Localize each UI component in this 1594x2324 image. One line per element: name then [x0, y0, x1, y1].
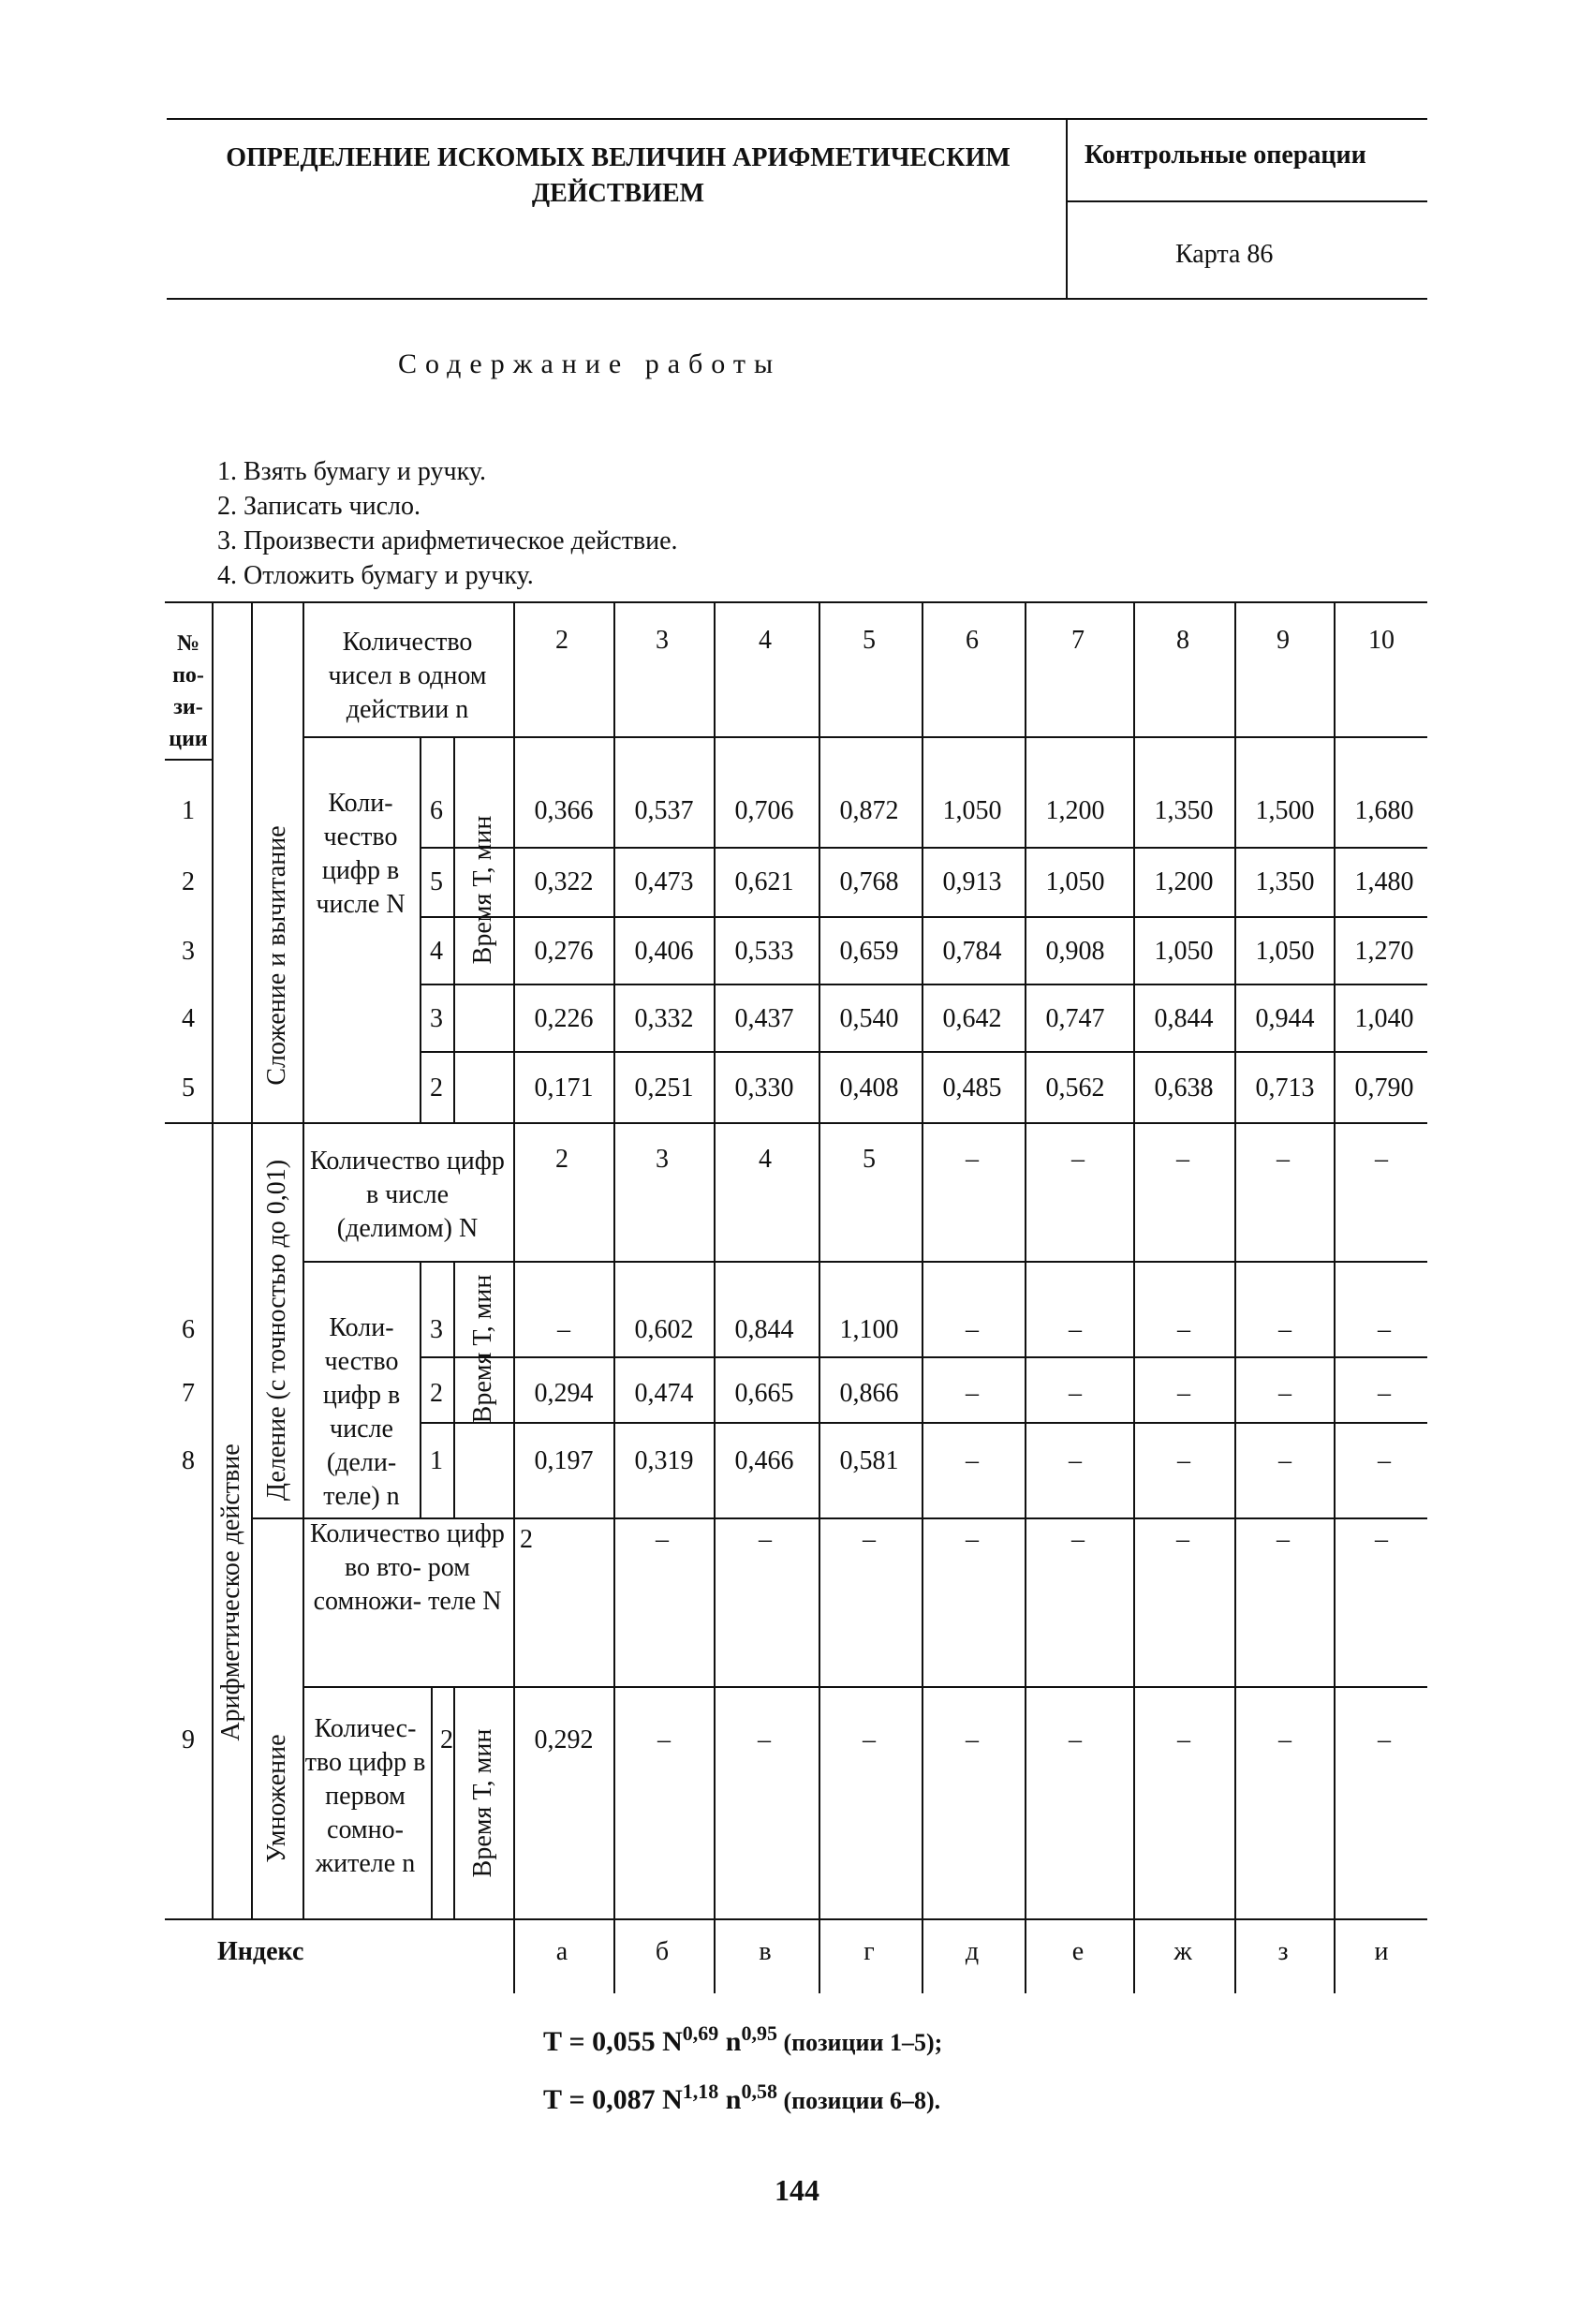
- position-number: 2: [182, 867, 195, 896]
- digit-count: 3: [430, 1315, 443, 1344]
- table-cell: –: [1176, 1525, 1189, 1554]
- category-label: Контрольные операции: [1085, 141, 1366, 170]
- table-cell: г: [863, 1937, 875, 1966]
- table-cell: –: [656, 1525, 669, 1554]
- table-cell: –: [966, 1315, 979, 1344]
- header-top-rule: [167, 118, 1427, 120]
- table-cell: 0,474: [634, 1379, 694, 1408]
- formula-mid: n: [718, 2026, 742, 2057]
- table-cell: 0,908: [1045, 937, 1105, 966]
- table-cell: 0,276: [534, 937, 594, 966]
- table-cell: –: [1278, 1446, 1291, 1475]
- add-param-label: Количество чисел в одном действии n: [328, 628, 487, 724]
- table-cell: 8: [1176, 626, 1189, 655]
- digit-count: 1: [430, 1446, 443, 1475]
- digit-count: 2: [430, 1379, 443, 1408]
- table-cell: 0,292: [534, 1725, 594, 1754]
- table-cell: 0,659: [839, 937, 899, 966]
- formula-lead: Т = 0,087 N: [543, 2084, 683, 2115]
- table-cell: –: [1069, 1315, 1082, 1344]
- list-item: 3. Произвести арифметическое действие.: [217, 526, 678, 555]
- table-cell: 2: [555, 626, 568, 655]
- digit-count: 5: [430, 867, 443, 896]
- table-cell: –: [966, 1725, 979, 1754]
- table-cell: 1,050: [942, 796, 1002, 825]
- header-bottom-rule: [167, 298, 1427, 300]
- table-cell: 0,621: [734, 867, 794, 896]
- table-cell: 3: [656, 626, 669, 655]
- table-cell: 0,665: [734, 1379, 794, 1408]
- table-cell: 0,790: [1354, 1073, 1414, 1103]
- digit-count: 6: [430, 796, 443, 825]
- div-param-label: Количество цифр в числе (делимом) N: [310, 1147, 505, 1243]
- table-cell: 0,485: [942, 1073, 1002, 1103]
- formula-mid: n: [718, 2084, 742, 2115]
- position-number: 4: [182, 1004, 195, 1033]
- table-cell: 0,602: [634, 1315, 694, 1344]
- table-cell: 1,200: [1154, 867, 1214, 896]
- table-cell: –: [1177, 1379, 1190, 1408]
- table-cell: 0,872: [839, 796, 899, 825]
- table-cell: –: [1378, 1379, 1391, 1408]
- table-cell: 1,270: [1354, 937, 1414, 966]
- table-cell: 1,350: [1255, 867, 1315, 896]
- table-cell: 2: [520, 1525, 533, 1554]
- add-digits-label: Коли- чество цифр в числе N: [316, 789, 406, 919]
- table-cell: 0,784: [942, 937, 1002, 966]
- table-cell: 0,913: [942, 867, 1002, 896]
- table-cell: з: [1277, 1937, 1289, 1966]
- position-number: 3: [182, 937, 195, 966]
- table-cell: –: [966, 1525, 979, 1554]
- table-cell: е: [1071, 1937, 1085, 1966]
- position-number: 9: [182, 1725, 195, 1754]
- table-cell: д: [965, 1937, 980, 1966]
- table-cell: и: [1374, 1937, 1389, 1966]
- table-cell: 1,100: [839, 1315, 899, 1344]
- digit-count: 2: [440, 1725, 453, 1754]
- table-cell: 0,562: [1045, 1073, 1105, 1103]
- table-cell: 0,366: [534, 796, 594, 825]
- table-cell: 0,581: [839, 1446, 899, 1475]
- table-cell: 0,706: [734, 796, 794, 825]
- steps-list: [217, 454, 678, 593]
- group-division: Деление (с точностью до 0,01): [262, 1159, 291, 1502]
- table-cell: 1,050: [1255, 937, 1315, 966]
- table-cell: 1,050: [1045, 867, 1105, 896]
- index-label: Индекс: [217, 1937, 304, 1966]
- position-number: 6: [182, 1315, 195, 1344]
- table-cell: 0,533: [734, 937, 794, 966]
- card-number: Карта 86: [1175, 240, 1274, 269]
- position-number: 5: [182, 1073, 195, 1103]
- table-cell: 0,747: [1045, 1004, 1105, 1033]
- group-multiply: Умножение: [262, 1734, 291, 1863]
- formula-exp: 0,69: [682, 2021, 719, 2045]
- list-item: 2. Записать число.: [217, 492, 421, 521]
- table-cell: 0,844: [734, 1315, 794, 1344]
- table-cell: 0,844: [1154, 1004, 1214, 1033]
- table-cell: в: [759, 1937, 772, 1966]
- table-cell: 0,251: [634, 1073, 694, 1103]
- table-cell: –: [1278, 1725, 1291, 1754]
- content-heading: Содержание работы: [398, 348, 782, 379]
- formula-exp: 1,18: [682, 2080, 719, 2103]
- formula-exp: 0,58: [741, 2080, 777, 2103]
- table-cell: –: [1069, 1725, 1082, 1754]
- table-cell: –: [1177, 1446, 1190, 1475]
- list-item: 1. Взять бумагу и ручку.: [217, 457, 486, 486]
- table-cell: 0,944: [1255, 1004, 1315, 1033]
- table-cell: 5: [863, 1145, 876, 1174]
- mul-digits-label: Количес- тво цифр в первом сомно- жителе n: [304, 1714, 426, 1878]
- table-cell: –: [1378, 1446, 1391, 1475]
- position-number: 1: [182, 796, 195, 825]
- table-cell: –: [1071, 1145, 1085, 1174]
- table-cell: 0,466: [734, 1446, 794, 1475]
- formula-2: [543, 2080, 940, 2116]
- table-cell: –: [1277, 1525, 1290, 1554]
- table-cell: –: [1378, 1315, 1391, 1344]
- digit-count: 4: [430, 937, 443, 966]
- table-cell: 4: [759, 626, 772, 655]
- formula-1: [543, 2021, 942, 2058]
- table-cell: –: [657, 1725, 671, 1754]
- digit-count: 2: [430, 1073, 443, 1103]
- table-cell: 0,768: [839, 867, 899, 896]
- table-cell: –: [758, 1725, 771, 1754]
- table-cell: 0,294: [534, 1379, 594, 1408]
- table-cell: 1,480: [1354, 867, 1414, 896]
- table-cell: 0,332: [634, 1004, 694, 1033]
- time-label-add: Время Т, мин: [468, 815, 497, 965]
- table-cell: 0,408: [839, 1073, 899, 1103]
- position-header: № по- зи- ции: [169, 631, 208, 751]
- formula-tail: (позиции 6–8).: [776, 2087, 941, 2114]
- table-cell: 5: [863, 626, 876, 655]
- table-cell: 4: [759, 1145, 772, 1174]
- table-cell: –: [1069, 1379, 1082, 1408]
- mul-param-label: Количество цифр во вто- ром сомножи- теле N: [310, 1519, 505, 1616]
- table-cell: 0,537: [634, 796, 694, 825]
- table-cell: 0,171: [534, 1073, 594, 1103]
- table-cell: –: [1378, 1725, 1391, 1754]
- table-cell: 0,638: [1154, 1073, 1214, 1103]
- table-cell: 2: [555, 1145, 568, 1174]
- table-cell: 0,330: [734, 1073, 794, 1103]
- table-cell: –: [863, 1525, 876, 1554]
- table-cell: –: [759, 1525, 772, 1554]
- table-cell: а: [555, 1937, 568, 1966]
- table-cell: 0,406: [634, 937, 694, 966]
- table-cell: –: [1375, 1525, 1388, 1554]
- group-add-subtract: Сложение и вычитание: [262, 825, 291, 1086]
- list-item: 4. Отложить бумагу и ручку.: [217, 561, 534, 590]
- table-cell: –: [1278, 1315, 1291, 1344]
- formula-exp: 0,95: [741, 2021, 777, 2045]
- position-number: 8: [182, 1446, 195, 1475]
- formula-tail: (позиции 1–5);: [776, 2029, 943, 2056]
- table-cell: ж: [1173, 1937, 1192, 1966]
- table-cell: 0,866: [839, 1379, 899, 1408]
- table-cell: б: [655, 1937, 670, 1966]
- table-cell: –: [557, 1315, 570, 1344]
- div-digits-label: Коли- чество цифр в числе (дели- теле) n: [322, 1313, 401, 1511]
- formula-lead: Т = 0,055 N: [543, 2026, 683, 2057]
- table-cell: –: [966, 1145, 979, 1174]
- table-cell: –: [1069, 1446, 1082, 1475]
- table-cell: 0,713: [1255, 1073, 1315, 1103]
- table-cell: 1,050: [1154, 937, 1214, 966]
- table-cell: 7: [1071, 626, 1085, 655]
- digit-count: 3: [430, 1004, 443, 1033]
- document-title: ОПРЕДЕЛЕНИЕ ИСКОМЫХ ВЕЛИЧИН АРИФМЕТИЧЕСКИМ ДЕЙСТВИЕМ: [226, 143, 1011, 208]
- table-cell: 1,040: [1354, 1004, 1414, 1033]
- position-number: 7: [182, 1379, 195, 1408]
- table-cell: 9: [1277, 626, 1290, 655]
- table-cell: 10: [1368, 626, 1395, 655]
- table-cell: –: [966, 1446, 979, 1475]
- table-cell: 1,350: [1154, 796, 1214, 825]
- table-cell: 3: [656, 1145, 669, 1174]
- table-cell: 0,319: [634, 1446, 694, 1475]
- table-cell: –: [863, 1725, 876, 1754]
- table-cell: 1,680: [1354, 796, 1414, 825]
- time-label-mul: Время Т, мин: [468, 1728, 497, 1878]
- table-cell: –: [1375, 1145, 1388, 1174]
- time-label-div: Время Т, мин: [468, 1274, 497, 1424]
- table-cell: 0,197: [534, 1446, 594, 1475]
- table-cell: 0,322: [534, 867, 594, 896]
- table-cell: 0,437: [734, 1004, 794, 1033]
- table-cell: 0,540: [839, 1004, 899, 1033]
- table-cell: –: [1177, 1315, 1190, 1344]
- table-cell: –: [966, 1379, 979, 1408]
- table-cell: 6: [966, 626, 979, 655]
- page-number: 144: [775, 2173, 819, 2207]
- table-cell: 1,200: [1045, 796, 1105, 825]
- table-cell: –: [1278, 1379, 1291, 1408]
- table-cell: –: [1177, 1725, 1190, 1754]
- table-cell: –: [1176, 1145, 1189, 1174]
- table-cell: –: [1277, 1145, 1290, 1174]
- group-arithmetic: Арифметическое действие: [216, 1443, 245, 1741]
- table-cell: 0,473: [634, 867, 694, 896]
- table-cell: 1,500: [1255, 796, 1315, 825]
- header-right-rule: [1066, 200, 1427, 202]
- table-cell: –: [1071, 1525, 1085, 1554]
- table-cell: 0,642: [942, 1004, 1002, 1033]
- table-cell: 0,226: [534, 1004, 594, 1033]
